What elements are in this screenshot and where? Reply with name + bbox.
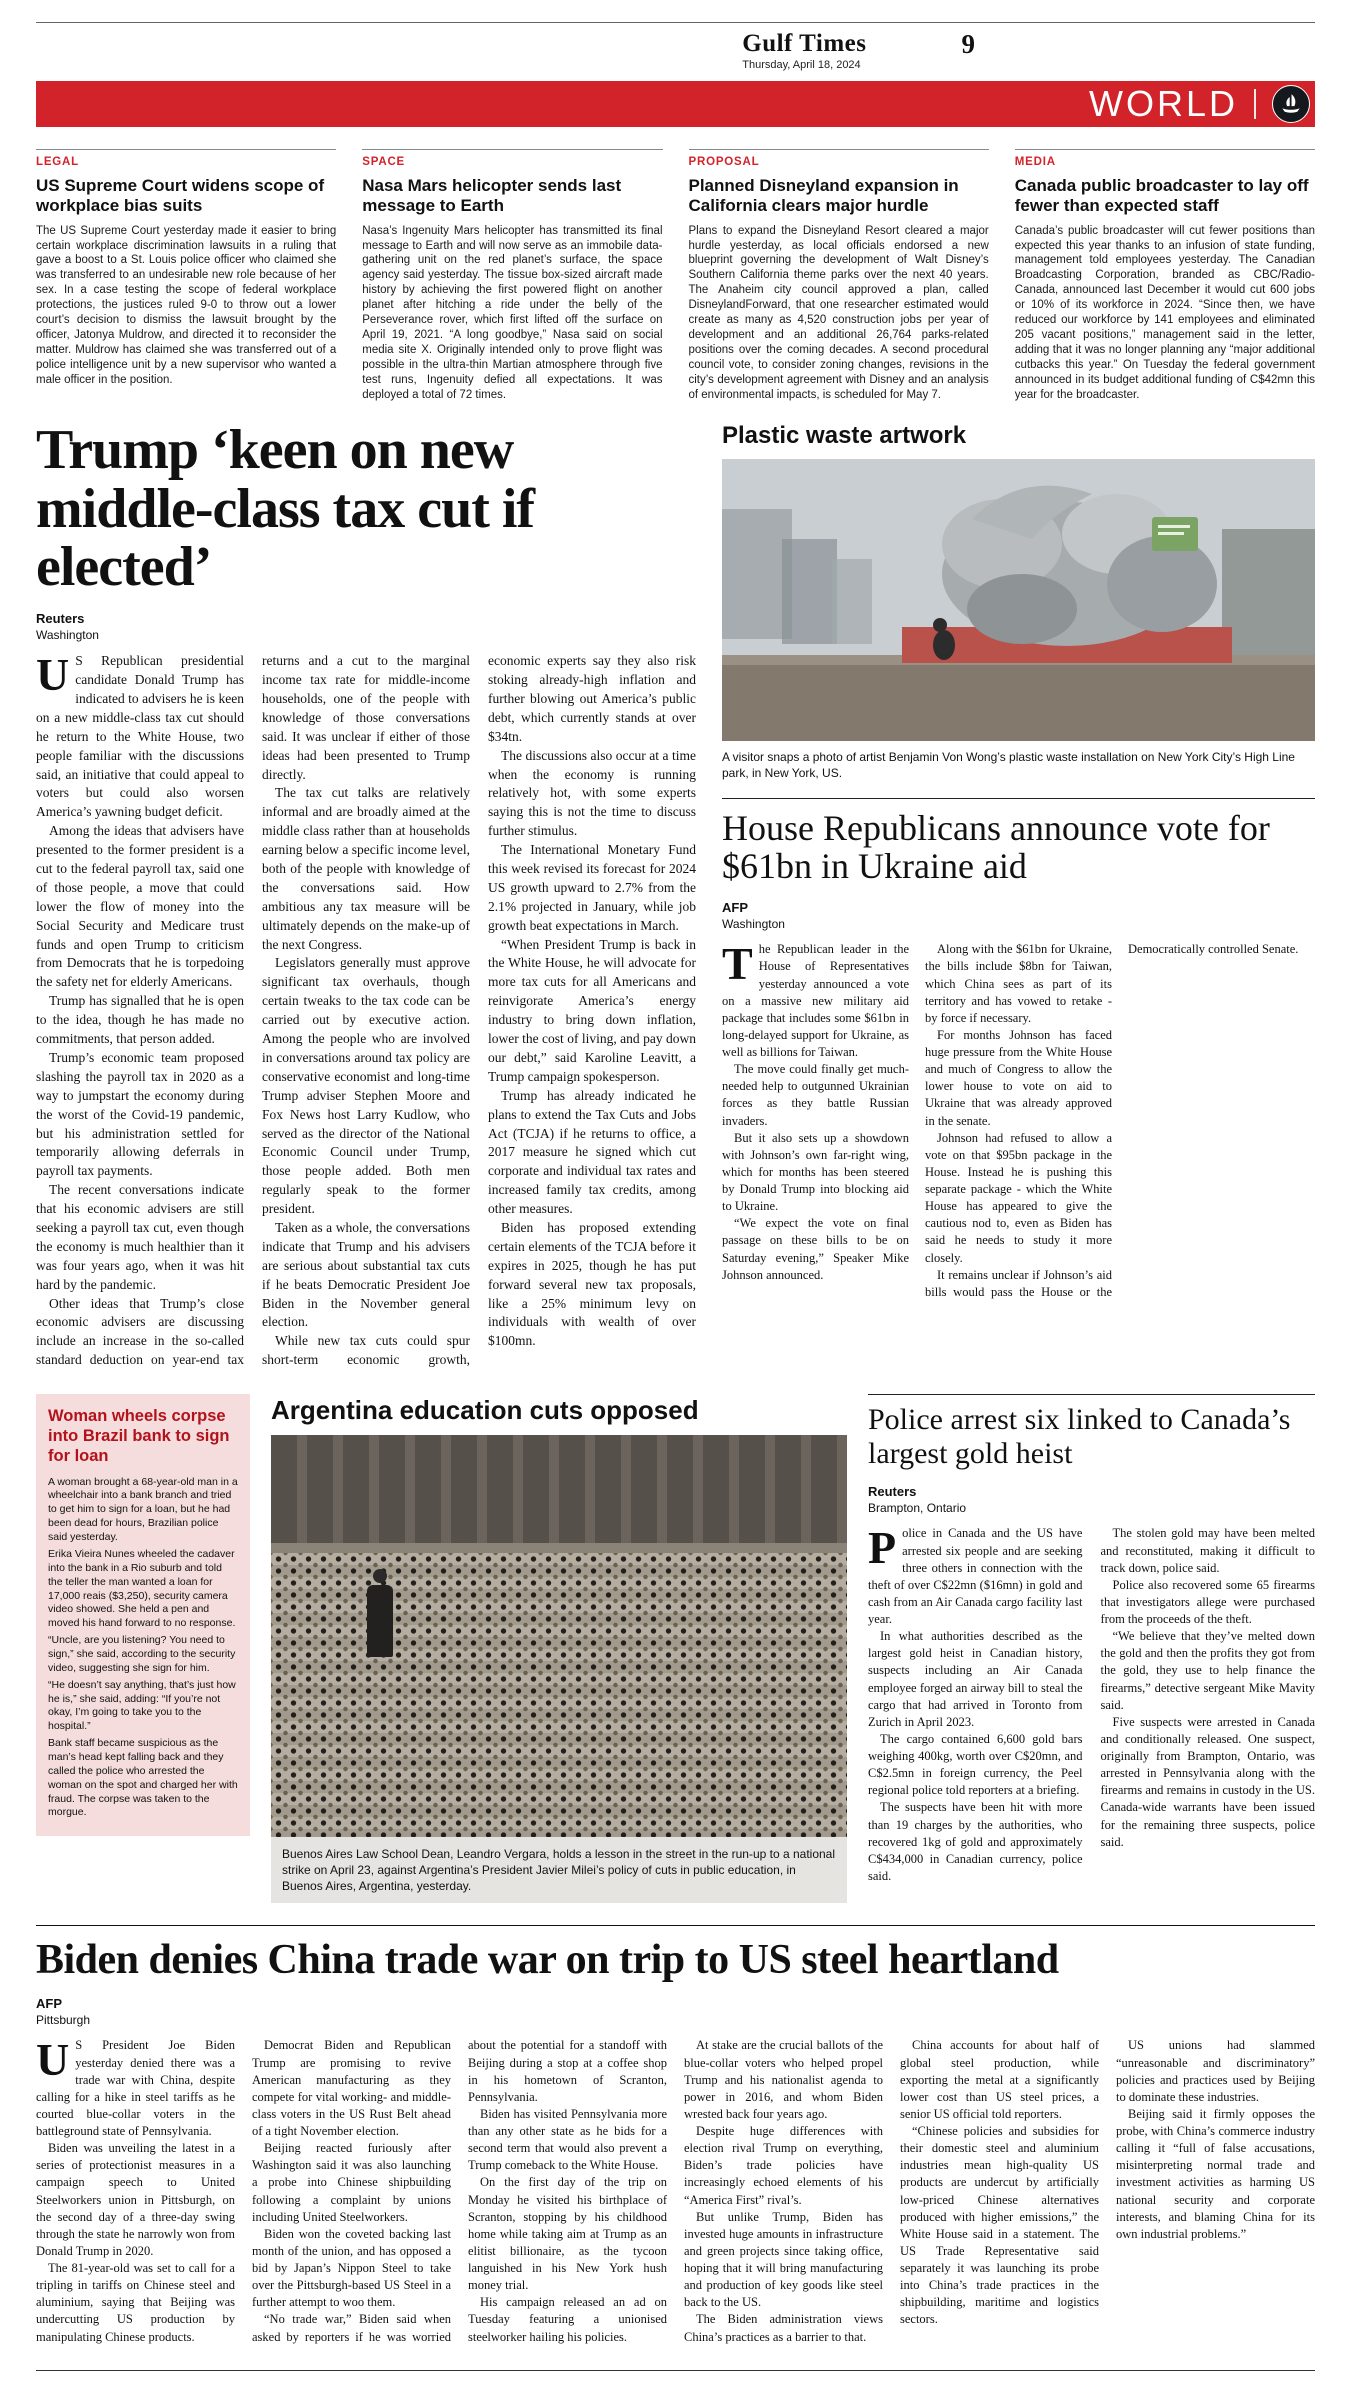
brief-kicker: PROPOSAL	[688, 156, 760, 168]
brief-headline: Planned Disneyland expansion in California clears major hurdle	[688, 175, 959, 215]
brief-space	[362, 149, 662, 403]
masthead-row	[36, 23, 1315, 81]
brief-legal	[36, 149, 336, 403]
byline-location: Washington	[722, 917, 785, 932]
bottom-rule	[36, 2370, 1315, 2371]
ukraine-body: The Republican leader in the House of Representatives yesterday announced a vote on a massive new military aid package that includes some $61bn in long-delayed support for Ukraine, as well as billions for Taiwan. The move could finally get much-needed help to outgunned Ukrainian forces as they battle Russian invaders. But it also sets up a showdown with Johnson’s own far-right wing, which for months has been steered by Donald Trump into blocking aid to Ukraine. “We expect the vote on final passage on these bills to be on Saturday evening,” Speaker Mike Johnson announced. Along with the $61bn for Ukraine, the bills include $8bn for Taiwan, which China sees as part of its territory and has vowed to retake - by force if necessary. For months Johnson has faced huge pressure from the White House and much of Congress to allow the lower house to vote on aid to Ukraine that was already approved in the senate. Johnson had refused to allow a vote on that $95bn package in the House. Instead he is pushing this separate package - which the White House has appeared to give the cautious nod to, even as Biden has said he needs to study it more closely. It remains unclear if Johnson’s aid bills would pass the House or the Democratically controlled Senate.	[722, 941, 1299, 1299]
brief-body: The US Supreme Court yesterday made it easier to bring certain workplace discrimination lawsuits in a ruling that gave a boost to a St. Louis police officer who claimed she was transferred to an undesirable new role because of her sex. In a case testing the scope of federal workplace protections, the justices ruled 9-0 to throw out a lower court’s decision to dismiss the lawsuit brought by the officer, Jatonya Muldrow, and directed it to reconsider the matter. Muldrow has claimed she was transferred out of a police intelligence unit by a new supervisor who wanted a male officer in the position.	[36, 224, 337, 386]
masthead	[742, 31, 866, 71]
middle-section	[36, 1394, 1315, 1903]
section-divider	[1254, 89, 1256, 119]
plastic-caption: A visitor snaps a photo of artist Benjamin Von Wong’s plastic waste installation on New York City’s High Line park, in New York, US.	[722, 750, 1295, 781]
byline-agency: AFP	[722, 900, 748, 916]
brief-body: Canada’s public broadcaster will cut fewer positions than expected this year thanks to an infusion of state funding, management told employees yesterday. The Canadian Broadcasting Corporation, branded as CBC/Radio-Canada, announced last December it would cut 600 jobs or 10% of its workforce in 2024. “Since then, we have reduced our workforce by 141 employees and eliminated 205 vacant positions,” management said in the letter, adding that it was no longer planning any “major additional cutbacks this year.” On Tuesday the federal government announced in its budget additional funding of C$42mn this year for the broadcaster.	[1014, 224, 1315, 401]
byline-location: Pittsburgh	[36, 2013, 91, 2028]
gulf-times-logo	[1272, 85, 1310, 123]
ukraine-headline: House Republicans announce vote for $61bn in Ukraine aid	[722, 807, 1270, 887]
byline-location: Brampton, Ontario	[868, 1501, 967, 1516]
gold-headline: Police arrest six linked to Canada’s largest gold heist	[868, 1403, 1291, 1470]
byline-agency: AFP	[36, 1996, 62, 2012]
paper-name: Gulf Times	[742, 30, 867, 57]
biden-body: US President Joe Biden yesterday denied there was a trade war with China, despite calling for a hike in steel tariffs as he courted blue-collar voters in the battleground state of Pennsylvania. Biden was unveiling the latest in a series of protectionist measures in a campaign speech to United Steelworkers union in Pittsburgh, on the second day of a three-day swing through the state he narrowly won from Donald Trump in 2020. The 81-year-old was set to call for a tripling in tariffs on Chinese steel and aluminium, saying that Beijing was undercutting US production by manipulating Chinese products. Democrat Biden and Republican Trump are promising to revive American manufacturing as they compete for vital working- and middle-class voters in the US Rust Belt ahead of a tight November election. Beijing reacted furiously after Washington said it was also launching a probe into Chinese shipbuilding following a complaint by unions including United Steelworkers. Biden won the coveted backing last month of the union, and has opposed a bid by Japan’s Nippon Steel to take over the Pittsburgh-based US Steel in a further attempt to woo them. “No trade war,” Biden said when asked by reporters if he was worried about the potential for a standoff with Beijing during a stop at a coffee shop in his hometown of Scranton, Pennsylvania. Biden has visited Pennsylvania more than any other state as he bids for a second term that would also prevent a Trump comeback to the White House. On the first day of the trip on Monday he visited his birthplace of Scranton, stopping by his childhood home while taking aim at Trump as an elitist billionaire, as the tycoon languished in his New York hush money trial. His campaign released an ad on Tuesday featuring a unionised steelworker hailing his policies. At stake are the crucial ballots of the blue-collar voters who helped propel Trump and his nationalist agenda to power in 2016, and whom Biden wrested back four years ago. Despite huge differences with election rival Trump on everything, Biden’s trade policies have increasingly echoed elements of his “America First” rival’s. But unlike Trump, Biden has invested huge amounts in infrastructure and green projects since taking office, hoping that it will bring manufacturing and production of key goods like steel back to the US. The Biden administration views China’s practices as a barrier to that. China accounts for about half of global steel production, while exporting the metal at a significantly lower cost than US steel prices, a senior US official told reporters. “Chinese policies and subsidies for their domestic steel and aluminium industries mean high-quality US products are undercut by artificially low-priced Chinese alternatives produced with higher emissions,” the White House said in a statement. The US Trade Representative said separately it was launching its probe into China’s trade practices in the shipbuilding, maritime and logistics sectors. US unions had slammed “unreasonable and discriminatory” policies and practices used by Beijing to dominate these industries. Beijing said it firmly opposes the probe, with China’s commerce industry calling it “full of false accusations, misinterpreting normal trade and investment activities as harming US national security and corporate interests, and blaming China for its own industrial problems.”	[36, 2034, 1315, 2344]
trump-headline: Trump ‘keen on new middle-class tax cut if elected’	[36, 418, 535, 599]
brief-body: Nasa’s Ingenuity Mars helicopter has transmitted its final message to Earth and will now serve as an immobile data-gathering unit on the red planet’s surface, the space agency said yesterday. The tissue box-sized aircraft made history by achieving the first powered flight on another planet after hitching a ride under the belly of the Perseverance rover, which first lifted off the surface on April 19, 2021. “A long goodbye,” Nasa said on social media site X. Originally intended only to prove flight was possible in the ultra-thin Martian atmosphere through five test runs, Ingenuity defied all expectations. It was deployed a total of 72 times.	[362, 224, 663, 401]
plastic-photo-illustration	[722, 459, 1315, 741]
biden-story	[36, 1925, 1315, 2345]
trump-byline	[36, 611, 696, 642]
gold-heist-story	[868, 1394, 1315, 1903]
gold-byline	[868, 1484, 1315, 1515]
trump-story	[36, 418, 696, 1376]
brief-kicker: LEGAL	[36, 156, 79, 168]
crowd-on-steps	[271, 1553, 847, 1837]
argentina-story	[271, 1394, 847, 1903]
byline-agency: Reuters	[868, 1484, 917, 1500]
ukraine-story	[722, 798, 1315, 1314]
dhow-icon	[1278, 91, 1304, 117]
section-banner	[36, 81, 1315, 127]
main-section	[36, 418, 1315, 1376]
corpse-story-box	[36, 1394, 250, 1836]
brief-headline: Canada public broadcaster to lay off fewer than expected staff	[1014, 175, 1309, 215]
brief-kicker: MEDIA	[1014, 156, 1056, 168]
byline-location: Washington	[36, 628, 99, 643]
biden-headline: Biden denies China trade war on trip to US steel heartland	[36, 1937, 1059, 1984]
page-number: 9	[961, 29, 975, 59]
page-header	[36, 22, 1315, 127]
section-title: WORLD	[1089, 83, 1238, 124]
brief-headline: US Supreme Court widens scope of workplace bias suits	[36, 175, 325, 215]
plastic-headline: Plastic waste artwork	[722, 421, 967, 449]
ukraine-byline	[722, 900, 1315, 931]
brief-proposal	[689, 149, 989, 403]
briefs-row	[36, 149, 1315, 403]
corpse-headline: Woman wheels corpse into Brazil bank to sign for loan	[48, 1407, 230, 1465]
right-column	[722, 421, 1315, 1376]
corpse-body: A woman brought a 68-year-old man in a wheelchair into a bank branch and tried to get him to sign for a loan, but he had been dead for hours, Brazilian police said yesterday. Erika Vieira Nunes wheeled the cadaver into the bank in a Rio suburb and told the teller the man wanted a loan for 17,000 reais ($3,250), security camera video showed. She held a pen and moved his hand forward to no response. “Uncle, are you listening? You need to sign,” she said, according to the security video, suggesting she sign for him. “He doesn’t say anything, that’s just how he is,” she said, adding: “If you’re not okay, I’m going to take you to the hospital.” Bank staff became suspicious as the man’s head kept falling back and they called the police who arrested the woman on the spot and charged her with fraud. The corpse was taken to the morgue.	[48, 1475, 238, 1819]
law-school-building	[271, 1435, 847, 1553]
trump-body: US Republican presidential candidate Donald Trump has indicated to advisers he is keen on a new middle-class tax cut should he return to the White House, two people familiar with the discussions said, an initiative that could appeal to voters but could also worsen America’s yawning budget deficit. Among the ideas that advisers have presented to the former president is a cut to the federal payroll tax, said one of those people, a move that could lower the flow of money into the Social Security and Medicare trust funds and open Trump to criticism from Democrats that he is torpedoing the safety net for elderly Americans. Trump has signalled that he is open to the idea, though he has made no commitments, that person added. Trump’s economic team proposed slashing the payroll tax in 2020 as a way to jumpstart the economy during the worst of the Covid-19 pandemic, but his administration settled for temporarily allowing deferrals in payroll tax payments. The recent conversations indicate that his economic advisers are still seeking a payroll tax cut, even though the economy is much healthier than it was four years ago, when it was hit hard by the pandemic. Other ideas that Trump’s close economic advisers are discussing include an increase in the so-called standard deduction on year-end tax returns and a cut to the marginal income tax rate for middle-income households, one of the people with knowledge of those conversations said. It was unclear if either of those ideas had been presented to Trump directly. The tax cut talks are relatively informal and are broadly aimed at the middle class rather than at households earning below a specific income level, both of the people with knowledge of the conversations said. How ambitious any tax measure will be ultimately depends on the make-up of the next Congress. Legislators generally must approve significant tax overhauls, though certain tweaks to the tax code can be carried out by executive action. Among the people who are involved in conversations around tax policy are conservative economist and long-time Trump adviser Stephen Moore and Fox News host Larry Kudlow, who served as the director of the National Economic Council under Trump, those people added. Both men regularly speak to the former president. Taken as a whole, the conversations indicate that Trump and his advisers are serious about substantial tax cuts if he beats Democratic President Joe Biden in the November general election. While new tax cuts could spur short-term economic growth, economic experts say they also risk stoking already-high inflation and further blowing out America’s public debt, which currently stands at over $34tn. The discussions also occur at a time when the economy is running relatively hot, with some experts saying this is not the time to discuss further stimulus. The International Monetary Fund this week revised its forecast for 2024 US growth upward to 2.7% from the 2.1% projected in January, while job growth beat expectations in March. “When President Trump is back in the White House, he will advocate for more tax cuts for all Americans and reinvigorate America’s energy industry to bring down inflation, lower the cost of living, and pay down our debt,” said Karoline Leavitt, a Trump campaign spokesperson. Trump has already indicated he plans to extend the Tax Cuts and Jobs Act (TCJA) if he returns to office, a 2017 measure he signed which cut corporate and individual tax rates and increased family tax credits, among other measures. Biden has proposed extending certain elements of the TCJA before it expires in 2025, though he has put forward several new tax proposals, like a 25% minimum levy on individuals with wealth of over $100mn.	[36, 652, 696, 1368]
argentina-headline: Argentina education cuts opposed	[271, 1395, 699, 1426]
byline-agency: Reuters	[36, 611, 85, 627]
brief-headline: Nasa Mars helicopter sends last message to Earth	[362, 175, 622, 215]
plastic-waste-photo	[722, 459, 1315, 741]
paper-date: Thursday, April 18, 2024	[742, 59, 861, 71]
gold-body: Police in Canada and the US have arrested six people and are seeking three others in connection with the theft of over C$22mn ($16mn) in gold and cash from an Air Canada cargo facility last year. In what authorities described as the largest gold heist in Canadian history, suspects including an Air Canada employee forged an airway bill to steal the cargo that had arrived in Toronto from Zurich in April 2023. The cargo contained 6,600 gold bars weighing 400kg, worth over C$20mn, and C$2.5mn in foreign currency, the Peel regional police told reporters at a briefing. The suspects have been hit with more than 19 charges by the authorities, who recovered 1kg of gold and approximately C$434,000 in Canadian currency, police said. The stolen gold may have been melted and reconstituted, making it difficult to track down, police said. Police also recovered some 65 firearms that investigators allege were purchased from the proceeds of the theft. “We believe that they’ve melted down the gold and then the profits they got from the gold, they use to help finance the firearms,” detective sergeant Mike Mavity said. Five suspects were arrested in Canada and conditionally released. One suspect, originally from Brampton, Ontario, was arrested in Pennsylvania along with the firearms and remains in custody in the US. Canada-wide warrants have been issued for the remaining three suspects, police said.	[868, 1522, 1315, 1883]
argentina-caption: Buenos Aires Law School Dean, Leandro Vergara, holds a lesson in the street in the run-up to a national strike on April 23, against Argentina’s President Javier Milei’s policy of cuts in public education, in Buenos Aires, Argentina, yesterday.	[271, 1837, 847, 1904]
plastic-artwork-feature	[722, 423, 1315, 782]
biden-byline	[36, 1996, 1315, 2027]
brief-media	[1015, 149, 1315, 403]
lecturer-figure	[367, 1585, 393, 1657]
brief-kicker: SPACE	[362, 156, 406, 168]
argentina-photo	[271, 1435, 847, 1837]
brief-body: Plans to expand the Disneyland Resort cleared a major hurdle yesterday, as local officials endorsed a new blueprint governing the development of Walt Disney’s Southern California theme parks over the next 40 years. The Anaheim city council approved a plan, called DisneylandForward, that one researcher estimated would create as many as 4,520 construction jobs per year of development and an additional 26,764 parks-related positions over the coming decades. A second procedural council vote, to consider zoning changes, revisions in the city’s development agreement with Disney and an analysis of environmental impacts, is scheduled for May 7.	[688, 224, 989, 401]
